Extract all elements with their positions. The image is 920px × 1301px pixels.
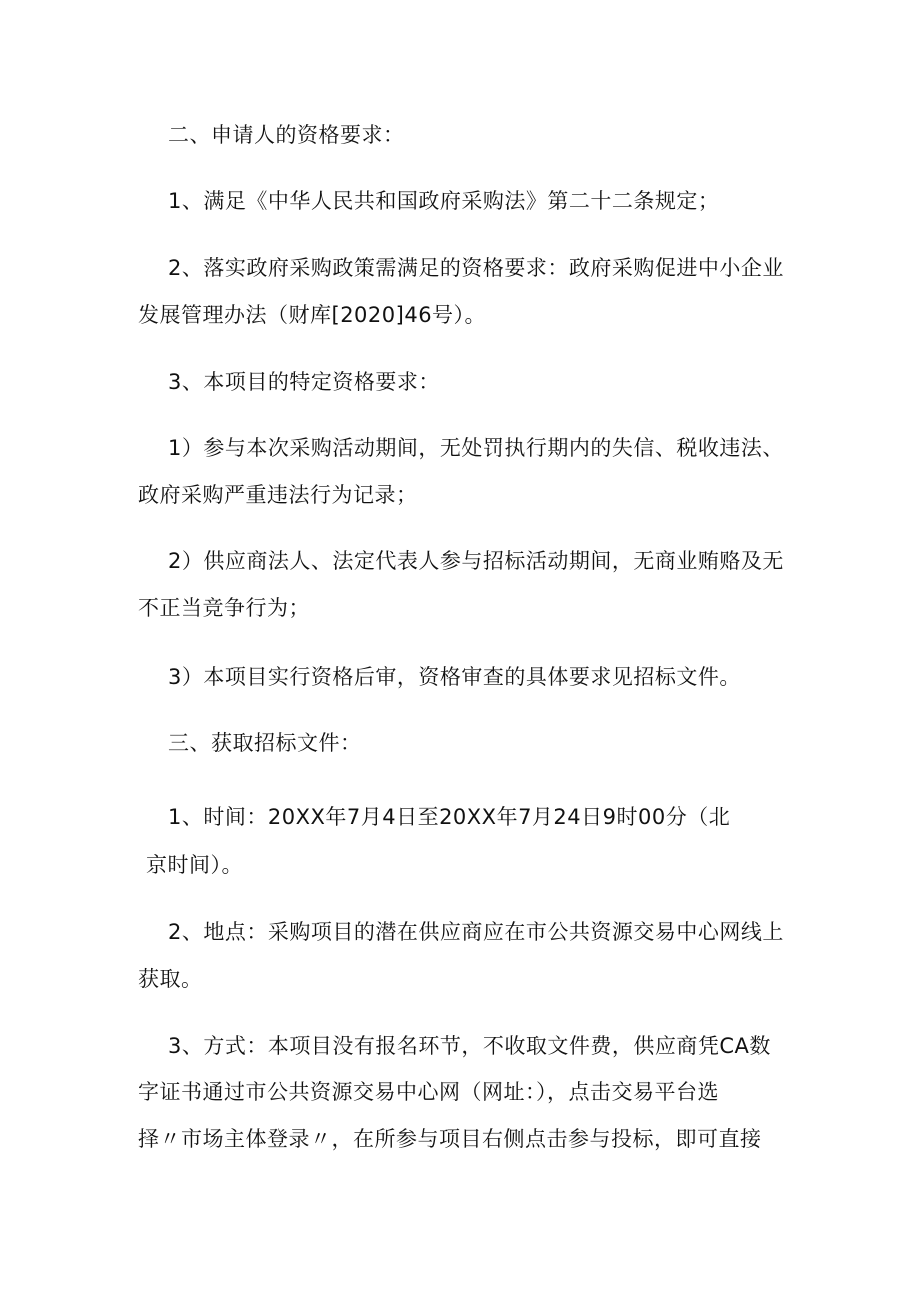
item-2-3-2-line2: 不正当竞争行为； <box>138 596 310 620</box>
item-3-2-line2: 获取。 <box>138 967 203 991</box>
item-2-2-line1: 2、落实政府采购政策需满足的资格要求：政府采购促进中小企业 <box>168 256 784 280</box>
item-3-1-line2: 京时间）。 <box>146 853 243 877</box>
item-3-3-line2: 字证书通过市公共资源交易中心网（网址：），点击交易平台选 <box>138 1080 719 1104</box>
item-2-3-1-line2: 政府采购严重违法行为记录； <box>138 483 418 507</box>
section-3-heading: 三、获取招标文件： <box>168 731 362 755</box>
item-2-3-3: 3）本项目实行资格后审，资格审查的具体要求见招标文件。 <box>168 665 741 689</box>
item-3-3-line3: 择〃市场主体登录〃，在所参与项目右侧点击参与投标，即可直接 <box>138 1127 762 1151</box>
section-2-heading: 二、申请人的资格要求： <box>168 123 405 147</box>
item-2-2-line2: 发展管理办法（财库[2020]46号）。 <box>138 303 487 327</box>
item-2-1: 1、满足《中华人民共和国政府采购法》第二十二条规定； <box>168 189 720 213</box>
item-3-1-line1: 1、时间：20XX年7月4日至20XX年7月24日9时00分（北 <box>168 805 731 829</box>
item-2-3-2-line1: 2）供应商法人、法定代表人参与招标活动期间，无商业贿赂及无 <box>168 549 784 573</box>
item-3-3-line1: 3、方式：本项目没有报名环节，不收取文件费，供应商凭CA数 <box>168 1034 771 1058</box>
item-2-3: 3、本项目的特定资格要求： <box>168 370 440 394</box>
item-3-2-line1: 2、地点：采购项目的潜在供应商应在市公共资源交易中心网线上 <box>168 920 784 944</box>
item-2-3-1-line1: 1）参与本次采购活动期间，无处罚执行期内的失信、税收违法、 <box>168 436 784 460</box>
